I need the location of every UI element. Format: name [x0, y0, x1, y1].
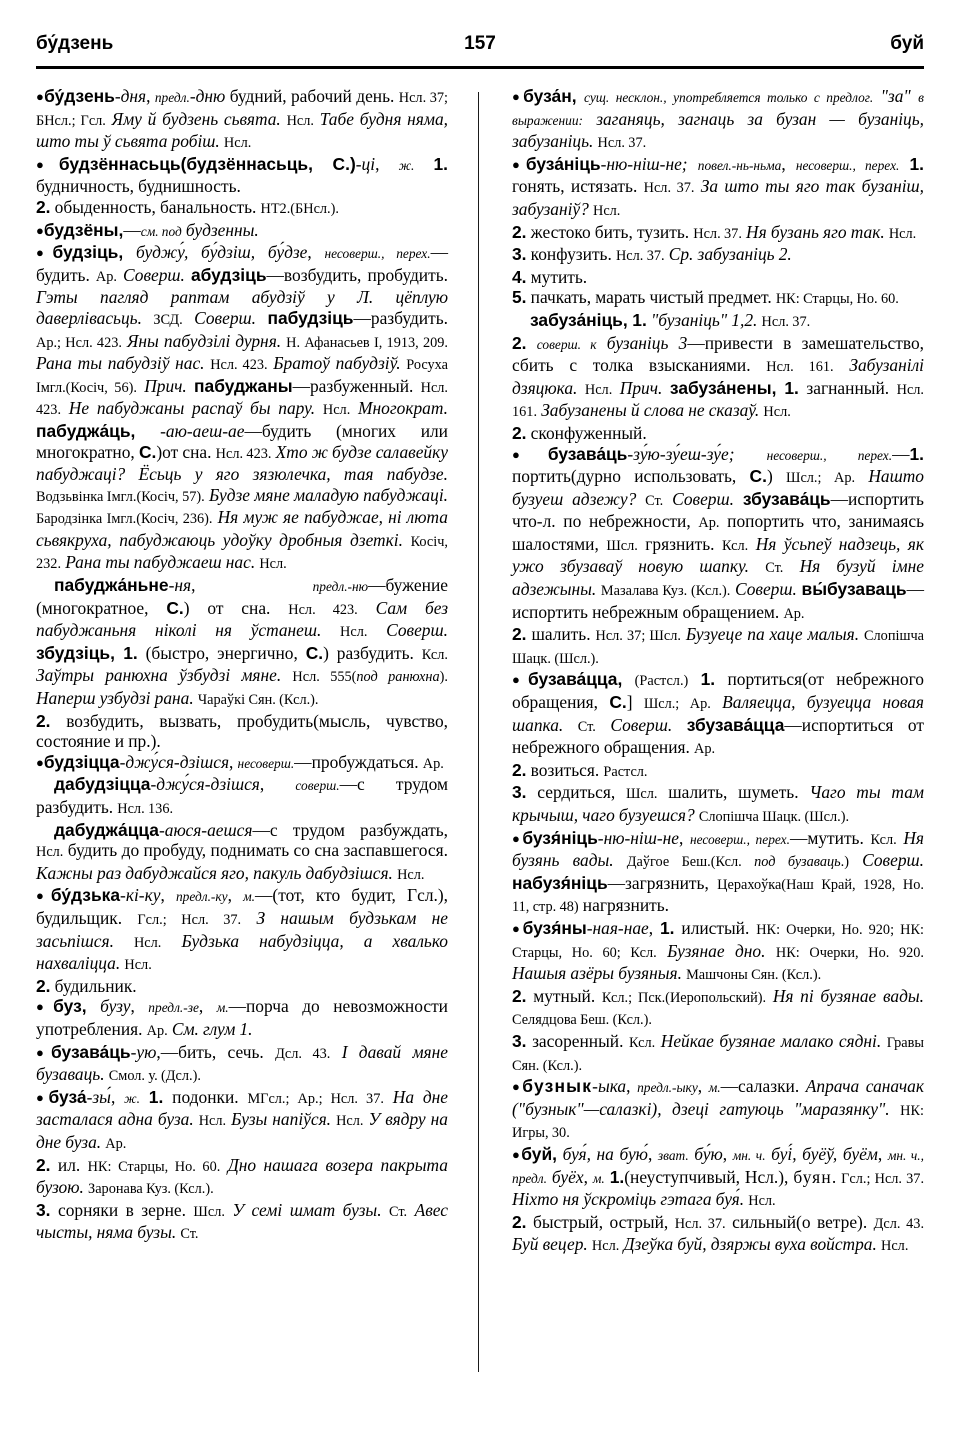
dictionary-entry: ●бузнык-ыка, предл.-ыку, м.—салазки. Апрача саначак ("бузнык"—салазкі), дзеці гатуюць "маразянку". НК: Игры, 30. [512, 1076, 924, 1142]
dictionary-entry: ●бузава́ць-зу́ю-зу́еш-зу́е; несоверш., перех.—1. портить(дурно использовать, С.) Шсл.; Ар. Нашто бузуеш адзежу? Ст. Соверш. збузава́ць—испортить что-л. по небрежности, Ар. попортить что, занимаясь шалостями, Шсл. грязнить. Ксл. Ня ўсьпеў надзець, як ужо збузаваў новую шапку. Ст. Ня бузуй імне адзежыны. Мазалава Куз. (Ксл.). Соверш. вы́бузаваць—испортить небрежным обращением. Ар. [512, 443, 925, 622]
dictionary-entry: 3. засоренный. Ксл. Нейкае бузянае малако сядні. Гравы Сян. (Ксл.). [512, 1030, 925, 1074]
dictionary-entry: 2. ил. НК: Старцы, Но. 60. Дно нашага возера пакрыта бузою. Заронава Куз. (Ксл.). [36, 1154, 448, 1198]
dictionary-entry: ●бузя́ны-ная-нае, 1. илистый. НК: Очерки, Но. 920; НК: Старцы, Но. 60; Ксл. Бузянае дно. НК: Очерки, Но. 920. Нашыя азёры бузяныя. Машчоны Сян. (Ксл.). [512, 917, 925, 984]
dictionary-entry: 2. жестоко бить, тузить. Нсл. 37. Ня бузань яго так. Нсл. [512, 221, 917, 242]
dictionary-entry: 2. мутный. Ксл.; Пск.(Иеропольский). Ня пі бузянае вады. Селядцова Беш. (Ксл.). [512, 985, 925, 1029]
dictionary-entry: ●бу́дзень-дня, предл.-дню будний, рабочий день. Нсл. 37; БНсл.; Гсл. Яму й будзень сьвята. Нсл. Табе будня няма, што ты ў сьвята робіш. Нсл. [36, 86, 449, 152]
dictionary-entry: 3. сердиться, Шсл. шалить, шуметь. Чаго ты там крычыш, чаго бузуешся? Слопішча Шацк. (Шсл.). [512, 782, 924, 825]
dictionary-entry: ●будзіцца-джу́ся-дзішся, несоверш.—пробуждаться. Ар. [36, 751, 444, 772]
left-column [36, 86, 448, 1245]
dictionary-entry: 2. возиться. Растсл. [512, 759, 648, 780]
dictionary-entry: 2. соверш. к бузаніць 3—привести в замешательство, сбить с толка взысканиями. Нсл. 161. Забузанілі дзяцюка. Нсл. Прич. забуза́нены, 1. загнанный. Нсл. 161. Забузанены й слова не сказаў. Нсл. [512, 332, 925, 421]
dictionary-entry: 2. шалить. Нсл. 37; Шсл. Бузуеце па хаце малыя. Слопішча Шацк. (Шсл.). [512, 624, 925, 667]
dictionary-entry: дабуджа́цца-аюся-аешся—с трудом разбуждать, Нсл. будить до пробуду, поднимать со сна заспавшегося. Кажны раз дабуджайся яго, пакуль дабудзішся. Нсл. [36, 819, 448, 883]
dictionary-entry: ●бузава́цца, (Растсл.) 1. портиться(от небрежного обращения, С.] Шсл.; Ар. Валяецца, бузуецца новая шапка. Ст. Соверш. збузава́цца—испортиться от небрежного обращения. Ар. [512, 669, 925, 758]
dictionary-entry: ●будзіць, буджу́, бу́дзіш, бу́дзе, несоверш., перех.—будить. Ар. Соверш. абудзіць—возбудить, пробудить. Гэты пагляд раптам абудзіў у Л. цёплую даверлівасьць. ЗСД. Соверш. пабудзіць—разбудить. Ар.; Нсл. 423. Яны пабудзілі дурня. Н. Афанасьев I, 1913, 209. Рана ты пабудзіў нас. Нсл. 423. Братоў пабудзіў. Росуха Імгл.(Косіч, 56). Прич. пабуджаны—разбуженный. Нсл. 423. Не пабуджаны распаў бы пару. Нсл. Многократ. пабуджа́ць, -аю-аеш-ае—будить (многих или многократно, С.)от сна. Нсл. 423. Хто ж будзе салавейку пабуджаці? Ёсьць у яго зязюлечка, тая пабудзе. Водзьвінка Імгл.(Косіч, 57). Будзе мяне маладую пабуджаці. Бародзінка Імгл.(Косіч, 236). Ня муж яе пабуджае, ні люта сьвякруха, пабуджаюць удоўку дробныя дзеткі. Косіч, 232. Рана ты пабуджаеш нас. Нсл. [36, 242, 449, 573]
dictionary-entry: 2. обыденность, банальность. НТ2.(БНсл.). [36, 196, 339, 217]
dictionary-entry: ●буза́ніць-ню-ніш-не; повел.-нь-ньма, несоверш., перех. 1. гонять, истязать. Нсл. 37. За што ты яго так бузаніш, забузаніў? Нсл. [512, 153, 925, 219]
dictionary-entry: 4. мутить. [512, 266, 588, 287]
dictionary-entry: 2. быстрый, острый, Нсл. 37. сильный(о ветре). Дсл. 43. Буй вецер. Нсл. Дзеўка буй, дзяржы вуха войстра. Нсл. [512, 1211, 925, 1255]
dictionary-entry: ●бу́дзька-кі-ку, предл.-ку, м.—(тот, кто будит, Гсл.), будильщик. Гсл.; Нсл. 37. З нашым будзькам не засьпішся. Нсл. Будзька набудзіцца, а хвалько нахваліцца. Нсл. [36, 885, 448, 974]
running-head-right-word: буй [890, 33, 924, 54]
dictionary-entry: 3. конфузить. Нсл. 37. Ср. забузаніць 2. [512, 244, 792, 265]
dictionary-entry: ●будзёны,—см. под будзенны. [36, 219, 259, 240]
running-head [36, 32, 924, 66]
dictionary-entry: дабудзіцца-джу́ся-дзішся, соверш.—с трудом разбудить. Нсл. 136. [36, 774, 449, 817]
column-divider-rule [478, 92, 479, 1372]
dictionary-entry: 5. пачкать, марать чистый предмет. НК: Старцы, Но. 60. [512, 287, 899, 308]
dictionary-entry: ●буз, бузу, предл.-зе, м.—порча до невозможности употребления. Ар. См. глум 1. [36, 996, 448, 1039]
dictionary-entry: ●буза́-зы́, ж. 1. подонки. МГсл.; Ар.; Нсл. 37. На дне засталася адна буза. Нсл. Бузы напіўся. Нсл. У вядру на дне буза. Ар. [36, 1086, 449, 1152]
dictionary-entry: ●буй, буя́, на бую́, зват. бу́ю, мн. ч. буі́, буёў, буём, мн. ч., предл. буёх, м. 1.(неуступчивый, Нсл.), буян. Гсл.; Нсл. 37. Ніхто ня ўскроміць гэтага буя́. Нсл. [512, 1143, 925, 1210]
dictionary-entry: забуза́ніць, 1. "бузаніць" 1,2. Нсл. 37. [530, 309, 811, 330]
dictionary-entry: ●бузава́ць-ую,—бить, сечь. Дсл. 43. І давай мяне бузаваць. Смол. у. (Дсл.). [36, 1041, 448, 1085]
dictionary-entry: ●буза́н, сущ. несклон., употребляется только с предлог. "за" в выражении: заганяць, загнаць за бузан — бузаніць, забузаніць. Нсл. 37. [512, 86, 924, 152]
dictionary-entry: ●бузя́ніць-ню-ніш-не, несоверш., перех.—мутить. Ксл. Ня бузянь вады. Даўгое Беш.(Ксл. под бузаваць.) Соверш. набузя́ніць—загрязнить, Церахоўка(Наш Край, 1928, Но. 11, стр. 48) нагрязнить. [512, 827, 924, 916]
dictionary-entry: 3. сорняки в зерне. Шсл. У семі шмат бузы. Ст. Авес чысты, няма бузы. Ст. [36, 1199, 448, 1243]
dictionary-entry: пабуджа́ньне-ня, предл.-ню—бужение (многократное, С.) от сна. Нсл. 423. Сам без пабуджаньня ніколі ня ўстанеш. Нсл. Соверш. збудзіць, 1. (быстро, энергично, С.) разбудить. Ксл. Заўтры ранюхна ўзбудзі мяне. Нсл. 555(под ранюхна). Наперш узбудзі рана. Чараўкі Сян. (Ксл.). [36, 575, 448, 709]
header-rule [36, 66, 924, 69]
dictionary-entry: 2. сконфуженный. [512, 422, 647, 443]
dictionary-entry: 2. возбудить, вызвать, пробудить(мысль, чувство, состояние и пр.). [36, 710, 448, 752]
dictionary-entry: ●будзённасьць(будзённасьць, С.)-ці, ж. 1. будничность, буднишность. [36, 153, 449, 197]
right-column [512, 86, 924, 1257]
dictionary-entry: 2. будильник. [36, 975, 137, 996]
page-number: 157 [464, 33, 496, 54]
running-head-left-word: бу́дзень [36, 33, 114, 54]
